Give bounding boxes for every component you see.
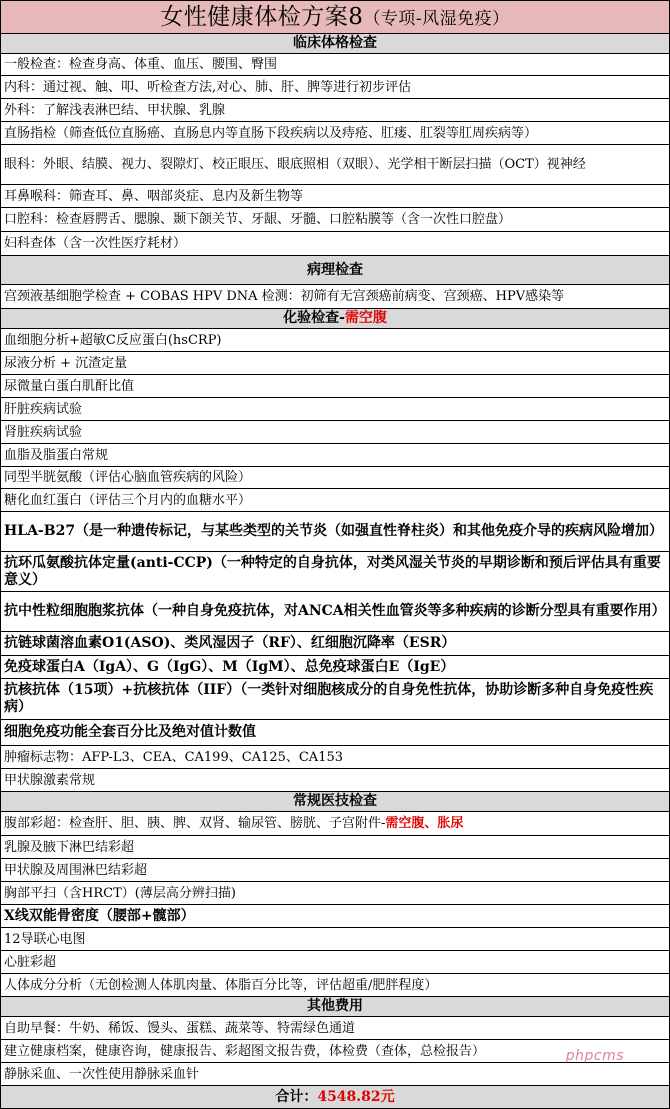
list-item: 尿液分析 + 沉渣定量 — [1, 352, 669, 375]
list-item: 自助早餐：牛奶、稀饭、馒头、蛋糕、蔬菜等、特需绿色通道 — [1, 1017, 669, 1040]
section-imaging: 常规医技检查 — [1, 792, 669, 812]
list-item: 内科：通过视、触、叩、听检查方法,对心、肺、肝、脾等进行初步评估 — [1, 76, 669, 99]
fasting-bladder-note: 需空腹、胀尿 — [385, 816, 464, 831]
section-lab — [1, 309, 669, 329]
list-item: 静脉采血、一次性使用静脉采血针 — [1, 1063, 669, 1086]
section-clinical: 临床体格检查 — [1, 34, 669, 54]
list-item: 细胞免疫功能全套百分比及绝对值计数值 — [1, 720, 669, 746]
list-item: 同型半胱氨酸（评估心脑血管疾病的风险） — [1, 467, 669, 489]
title-main: 女性健康体检方案8 — [160, 4, 364, 30]
list-item: 妇科查体（含一次性医疗耗材） — [1, 232, 669, 256]
section-pathology: 病理检查 — [1, 256, 669, 285]
list-item: 尿微量白蛋白肌酐比值 — [1, 375, 669, 398]
list-item: X线双能骨密度（腰部+髋部） — [1, 905, 669, 928]
list-item: 建立健康档案，健康咨询，健康报告、彩超图文报告费，体检费（查体，总检报告） — [1, 1040, 669, 1063]
list-item: 抗环瓜氨酸抗体定量(anti-CCP)（一种特定的自身抗体，对类风湿关节炎的早期诊断和预后评估具有重要意义） — [1, 552, 669, 592]
watermark: phpcms — [565, 1048, 624, 1064]
list-item: 人体成分分析（无创检测人体肌肉量、体脂百分比等，评估超重/肥胖程度） — [1, 974, 669, 997]
list-item: 一般检查：检查身高、体重、血压、腰围、臀围 — [1, 54, 669, 76]
list-item: 甲状腺及周围淋巴结彩超 — [1, 859, 669, 882]
abdominal-ultrasound-text: 腹部彩超：检查肝、胆、胰、脾、双肾、输尿管、膀胱、子宫附件- — [4, 816, 386, 831]
total-label: 合计： — [275, 1089, 318, 1105]
fasting-note: 需空腹 — [344, 310, 387, 326]
list-item: 12导联心电图 — [1, 928, 669, 951]
list-item: 肾脏疾病试验 — [1, 421, 669, 444]
total-amount: 4548.82元 — [317, 1089, 395, 1105]
list-item: 抗中性粒细胞胞浆抗体（一种自身免疫抗体，对ANCA相关性血管炎等多种疾病的诊断分型具有重要作用） — [1, 592, 669, 632]
list-item — [1, 812, 669, 836]
list-item: 胸部平扫（含HRCT）(薄层高分辨扫描) — [1, 882, 669, 905]
list-item: 抗链球菌溶血素O1(ASO)、类风湿因子（RF）、红细胞沉降率（ESR） — [1, 632, 669, 656]
total-row — [1, 1086, 669, 1109]
list-item: 眼科：外眼、结膜、视力、裂隙灯、校正眼压、眼底照相（双眼）、光学相干断层扫描（OCT）视神经 — [1, 145, 669, 185]
section-lab-dash: - — [339, 310, 345, 326]
list-item: 抗核抗体（15项）+抗核抗体（IIF）（一类针对细胞核成分的自身免性抗体，协助诊断多种自身免疫性疾病） — [1, 679, 669, 720]
list-item: 乳腺及腋下淋巴结彩超 — [1, 836, 669, 859]
list-item: 宫颈液基细胞学检查 + COBAS HPV DNA 检测：初筛有无宫颈癌前病变、宫颈癌、HPV感染等 — [1, 285, 669, 309]
list-item: 糖化血红蛋白（评估三个月内的血糖水平） — [1, 489, 669, 512]
list-item: 外科：了解浅表淋巴结、甲状腺、乳腺 — [1, 99, 669, 122]
list-item: 肝脏疾病试验 — [1, 398, 669, 421]
list-item: 直肠指检（筛查低位直肠癌、直肠息内等直肠下段疾病以及痔疮、肛瘘、肛裂等肛周疾病等） — [1, 122, 669, 145]
list-item: HLA-B27（是一种遗传标记，与某些类型的关节炎（如强直性脊柱炎）和其他免疫介导的疾病风险增加） — [1, 512, 669, 552]
list-item: 耳鼻喉科：筛查耳、鼻、咽部炎症、息内及新生物等 — [1, 185, 669, 208]
list-item: 免疫球蛋白A（IgA）、G（IgG）、M（IgM）、总免疫球蛋白E（IgE） — [1, 656, 669, 679]
list-item: 口腔科：检查唇腭舌、腮腺、颞下颌关节、牙龈、牙髓、口腔粘膜等（含一次性口腔盘） — [1, 208, 669, 232]
section-lab-label: 化验检查 — [283, 310, 340, 326]
list-item: 甲状腺激素常规 — [1, 769, 669, 792]
page-title — [1, 0, 669, 34]
list-item: 肿瘤标志物：AFP-L3、CEA、CA199、CA125、CA153 — [1, 746, 669, 769]
list-item: 血脂及脂蛋白常规 — [1, 444, 669, 467]
list-item: 血细胞分析+超敏C反应蛋白(hsCRP) — [1, 329, 669, 352]
section-other: 其他费用 — [1, 997, 669, 1017]
title-sub: （专项-风湿免疫） — [363, 9, 510, 29]
list-item: 心脏彩超 — [1, 951, 669, 974]
